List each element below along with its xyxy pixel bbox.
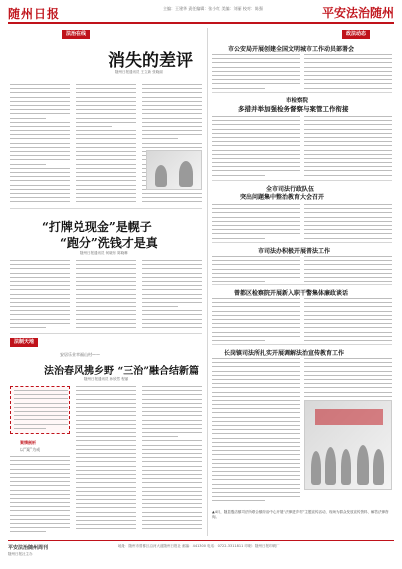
headline-right3-line2: 突出问题集中整治教育大会召开 — [240, 194, 325, 201]
headline-right2-line2: 多措并举加强检务督察与案管工作衔接 — [238, 105, 349, 113]
case-box-subtitle: 以“案”为戒 — [20, 447, 41, 452]
article-right1-col2 — [304, 54, 392, 90]
divider — [212, 242, 392, 243]
headline-right1: 市公安局开展创建全国文明城市工作动员部署会 — [228, 46, 355, 53]
masthead — [8, 4, 394, 24]
event-photo — [304, 400, 392, 490]
article-main3-col2 — [76, 386, 136, 536]
headline-right6: 长岗镇司法所扎实开展调解法治宣传教育工作 — [224, 350, 345, 357]
newspaper-brand: 随州日报 — [8, 7, 61, 21]
tag-politics-news: 政法动态 — [342, 30, 370, 39]
editor-credits: 主编：王建华 责任编辑：张小红 美编：刘丽 校对：陈强 — [163, 6, 263, 11]
article-main2-col3 — [142, 260, 202, 330]
footer-publisher: 随州日报社主办 — [8, 552, 33, 556]
photo-caption: ▲4月，随县殷店镇司法所联合镇综治中心开展“法律进乡村”主题宣传活动，现场为群众发放宣传资料、解答法律咨询。 — [212, 510, 389, 519]
byline-main3: 随州日报通讯员 孙欣然 程丽 — [84, 377, 129, 381]
article-main3-col3 — [142, 386, 202, 536]
article-main3-col1 — [10, 456, 70, 536]
article-right4-col2 — [304, 256, 392, 282]
kicker-main3: 安居乐业幸福山村—— — [60, 352, 100, 357]
article-right6-col2 — [304, 358, 392, 398]
headline-main2-line1: “打牌兑现金”是幌子 — [42, 220, 152, 234]
case-box-text — [14, 390, 68, 432]
article-main2-col1 — [10, 260, 70, 330]
divider — [10, 333, 202, 334]
article-right4-col1 — [212, 256, 300, 282]
divider — [10, 208, 202, 209]
tag-legal-world: 法制天地 — [10, 338, 38, 347]
headline-main2-line2: “跑分”洗钱才是真 — [60, 236, 158, 250]
article-main1-col1 — [10, 84, 70, 204]
divider — [212, 284, 392, 285]
footer-publication-name: 平安法治随州周刊 — [8, 545, 49, 551]
article-right2-col2 — [304, 116, 392, 178]
article-right2-col1 — [212, 116, 300, 178]
headline-right3-line1: 全市司法行政队伍 — [266, 186, 315, 193]
divider — [212, 180, 392, 181]
article-main1-col2 — [76, 84, 136, 204]
tag-law-online: 法治在线 — [62, 30, 90, 39]
divider — [212, 344, 392, 345]
headline-right5: 曾都区检察院开展新入职干警集体廉政谈话 — [234, 290, 349, 297]
headline-main1: 消失的差评 — [108, 51, 193, 71]
byline-main1: 随州日报通讯员 王立新 张晓丽 — [115, 70, 163, 74]
headline-right4: 市司法办积极开展普法工作 — [258, 248, 331, 255]
article-right6-col1 — [212, 358, 300, 508]
column-divider — [207, 28, 208, 536]
divider — [212, 92, 392, 93]
byline-main2: 随州日报通讯员 何晓东 陈晓琳 — [80, 251, 128, 255]
headline-right2-line1: 市检察院 — [286, 98, 309, 104]
footer-address: 地址：随州市曾都区沿河大道随州日报社 邮编：441300 电话：0722-3311811 印刷：随州日报印刷厂 — [118, 544, 280, 548]
case-box-title: 案情剖析 — [20, 440, 36, 445]
article-right3-col1 — [212, 204, 300, 240]
article-main2-col2 — [76, 260, 136, 330]
article-right1-col1 — [212, 54, 300, 90]
article-right5-col1 — [212, 298, 300, 342]
article-right3-col2 — [304, 204, 392, 240]
case-analysis-box — [10, 386, 70, 434]
headline-main3: 法治春风拂乡野 “三治”融合结新篇 — [44, 366, 199, 377]
page-footer — [8, 540, 394, 564]
article-illustration — [146, 150, 202, 190]
section-title: 平安法治随州 — [321, 6, 394, 20]
article-right5-col2 — [304, 298, 392, 342]
